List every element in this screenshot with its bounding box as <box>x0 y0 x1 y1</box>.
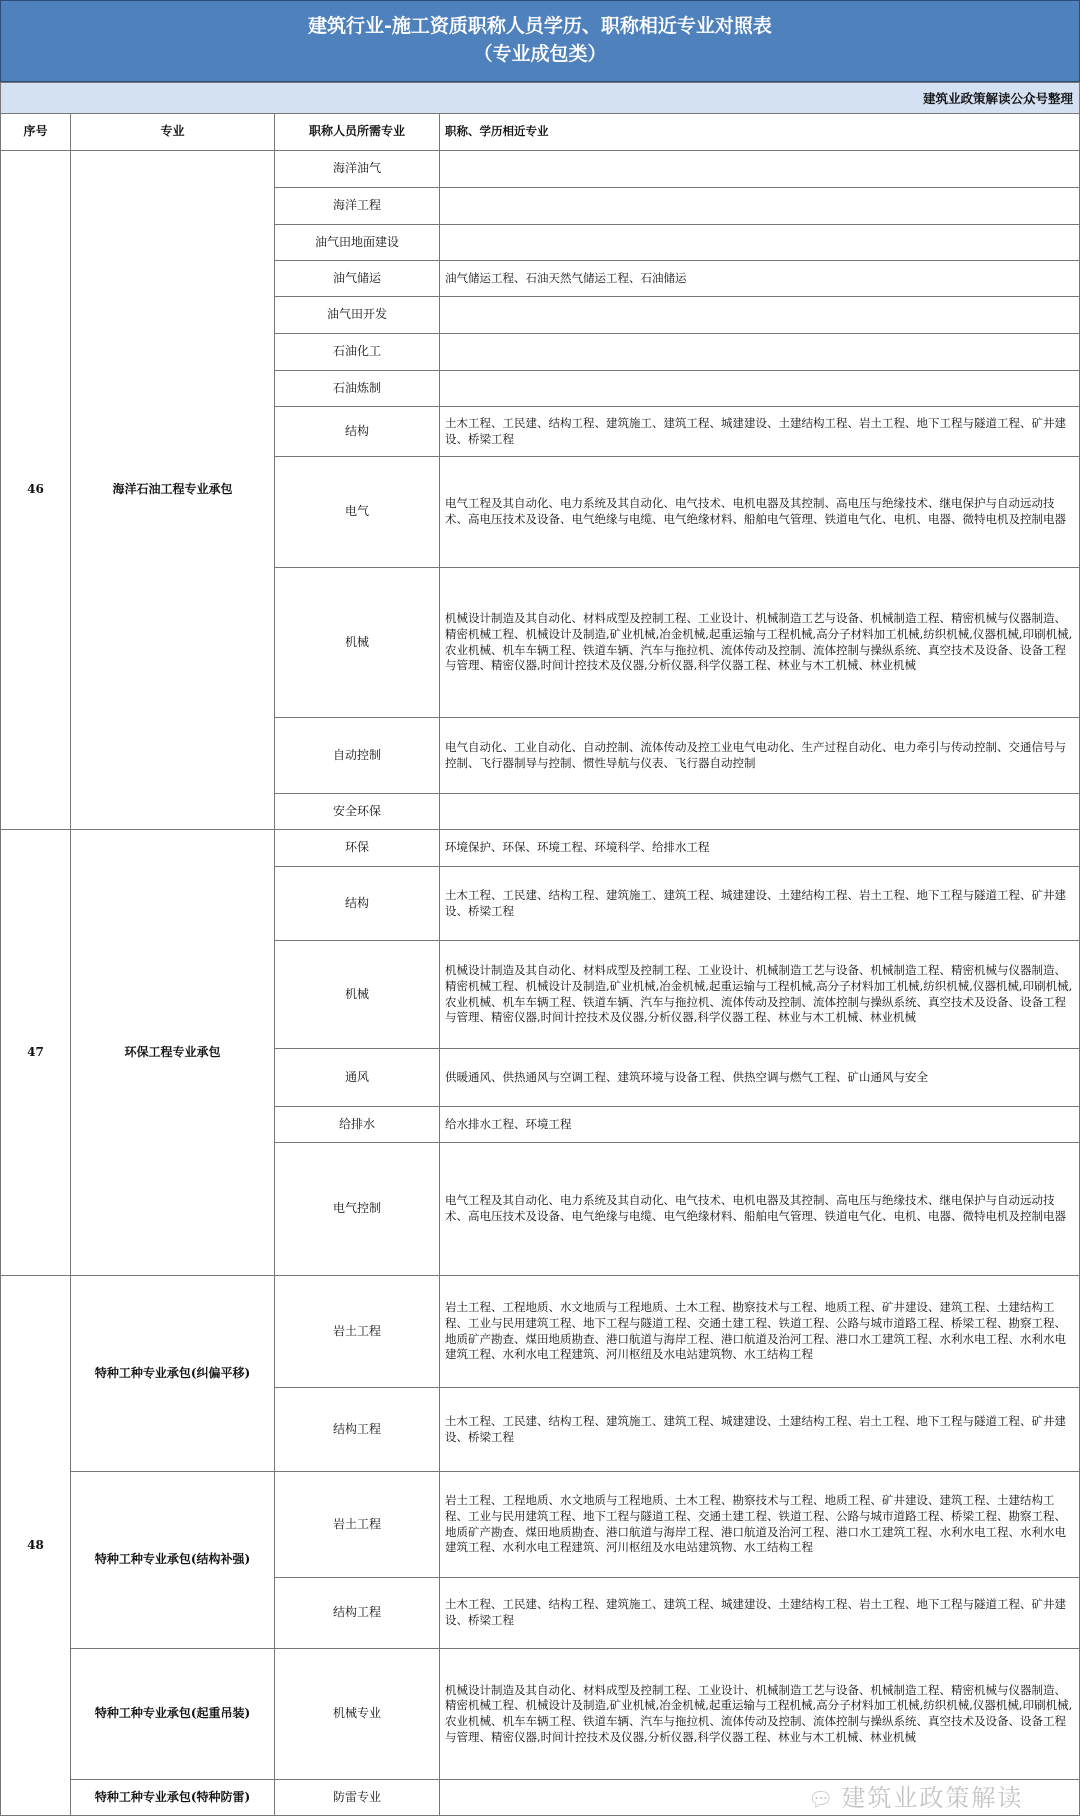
title-major-cell: 机械 <box>275 941 440 1049</box>
title-major-cell: 石油炼制 <box>275 371 440 407</box>
title-major-cell: 海洋工程 <box>275 188 440 225</box>
related-majors-cell <box>440 151 1080 188</box>
title-major-cell: 油气田地面建设 <box>275 225 440 261</box>
title-major-cell: 海洋油气 <box>275 151 440 188</box>
related-majors-cell: 岩土工程、工程地质、水文地质与工程地质、土木工程、勘察技术与工程、地质工程、矿井建设、建筑工程、土建结构工程、工业与民用建筑工程、地下工程与隧道工程、交通土建工程、铁道工程、公路与城市道路工程、桥梁工程、勘察工程、地质矿产勘查、煤田地质勘查、港口航道与海岸工程、港口航道及治河工程、港口水工建筑工程、水利水电工程、水利水电建筑工程、水利水电工程建筑、河川枢纽及水电站建筑物、水工结构工程 <box>440 1472 1080 1578</box>
related-majors-cell: 给水排水工程、环境工程 <box>440 1107 1080 1143</box>
title-major-cell: 岩土工程 <box>275 1472 440 1578</box>
related-majors-cell <box>440 188 1080 225</box>
title-major-cell: 机械 <box>275 568 440 718</box>
row-number: 46 <box>0 151 71 830</box>
credit-text: 建筑业政策解读公众号整理 <box>922 91 1073 106</box>
row-major: 环保工程专业承包 <box>71 830 275 1276</box>
related-majors-cell: 土木工程、工民建、结构工程、建筑施工、建筑工程、城建建设、土建结构工程、岩土工程、地下工程与隧道工程、矿井建设、桥梁工程 <box>440 867 1080 941</box>
table-title-banner <box>0 0 1080 82</box>
related-majors-cell: 机械设计制造及其自动化、材料成型及控制工程、工业设计、机械制造工艺与设备、机械制造工程、精密机械与仪器制造、精密机械工程、机械设计及制造,矿业机械,冶金机械,起重运输与工程机械,高分子材料加工机械,纺织机械,仪器机械,印刷机械,农业机械、机车车辆工程、铁道车辆、汽车与拖拉机、流体传动及控制、流体控制与操纵系统、真空技术及设备、设备工程与管理、精密仪器,时间计控技术及仪器,分析仪器,科学仪器工程、林业与木工机械、林业机械 <box>440 1649 1080 1780</box>
title-major-cell: 油气储运 <box>275 261 440 297</box>
related-majors-cell: 岩土工程、工程地质、水文地质与工程地质、土木工程、勘察技术与工程、地质工程、矿井建设、建筑工程、土建结构工程、工业与民用建筑工程、地下工程与隧道工程、交通土建工程、铁道工程、公路与城市道路工程、桥梁工程、勘察工程、地质矿产勘查、煤田地质勘查、港口航道与海岸工程、港口航道及治河工程、港口水工建筑工程、水利水电工程、水利水电建筑工程、水利水电工程建筑、河川枢纽及水电站建筑物、水工结构工程 <box>440 1276 1080 1388</box>
row-major: 特种工种专业承包(特种防雷) <box>71 1780 275 1816</box>
related-majors-cell <box>440 794 1080 830</box>
title-major-cell: 结构 <box>275 867 440 941</box>
title-major-cell: 电气控制 <box>275 1143 440 1276</box>
watermark <box>808 1778 1023 1813</box>
related-majors-cell <box>440 297 1080 334</box>
title-major-cell: 机械专业 <box>275 1649 440 1780</box>
title-major-cell: 自动控制 <box>275 718 440 794</box>
title-major-cell: 岩土工程 <box>275 1276 440 1388</box>
credit-bar <box>0 82 1080 114</box>
chat-bubble-icon: 💬︎ <box>808 1787 836 1811</box>
related-majors-cell: 机械设计制造及其自动化、材料成型及控制工程、工业设计、机械制造工艺与设备、机械制造工程、精密机械与仪器制造、精密机械工程、机械设计及制造,矿业机械,冶金机械,起重运输与工程机械,高分子材料加工机械,纺织机械,仪器机械,印刷机械,农业机械、机车车辆工程、铁道车辆、汽车与拖拉机、流体传动及控制、流体控制与操纵系统、真空技术及设备、设备工程与管理、精密仪器,时间计控技术及仪器,分析仪器,科学仪器工程、林业与木工机械、林业机械 <box>440 568 1080 718</box>
related-majors-cell: 机械设计制造及其自动化、材料成型及控制工程、工业设计、机械制造工艺与设备、机械制造工程、精密机械与仪器制造、精密机械工程、机械设计及制造,矿业机械,冶金机械,起重运输与工程机械,高分子材料加工机械,纺织机械,仪器机械,印刷机械,农业机械、机车车辆工程、铁道车辆、汽车与拖拉机、流体传动及控制、流体控制与操纵系统、真空技术及设备、设备工程与管理、精密仪器,时间计控技术及仪器,分析仪器,科学仪器工程、林业与木工机械、林业机械 <box>440 941 1080 1049</box>
title-major-cell: 结构工程 <box>275 1578 440 1649</box>
title-major-cell: 结构工程 <box>275 1388 440 1472</box>
column-header-related: 职称、学历相近专业 <box>440 113 1080 151</box>
related-majors-cell: 电气工程及其自动化、电力系统及其自动化、电气技术、电机电器及其控制、高电压与绝缘技术、继电保护与自动远动技术、高电压技术及设备、电气绝缘与电缆、电气绝缘材料、船舶电气管理、铁道电气化、电机、电器、微特电机及控制电器 <box>440 457 1080 568</box>
related-majors-cell: 电气自动化、工业自动化、自动控制、流体传动及控工业电气电动化、生产过程自动化、电力牵引与传动控制、交通信号与控制、飞行器制导与控制、惯性导航与仪表、飞行器自动控制 <box>440 718 1080 794</box>
comparison-table <box>0 113 1080 1816</box>
related-majors-cell: 油气储运工程、石油天然气储运工程、石油储运 <box>440 261 1080 297</box>
watermark-text: 建筑业政策解读 <box>841 1784 1024 1812</box>
related-majors-cell: 土木工程、工民建、结构工程、建筑施工、建筑工程、城建建设、土建结构工程、岩土工程、地下工程与隧道工程、矿井建设、桥梁工程 <box>440 407 1080 457</box>
title-major-cell: 通风 <box>275 1049 440 1107</box>
title-major-cell: 环保 <box>275 830 440 867</box>
column-header-title-major: 职称人员所需专业 <box>275 113 440 151</box>
row-major: 海洋石油工程专业承包 <box>71 151 275 830</box>
row-major: 特种工种专业承包(纠偏平移) <box>71 1276 275 1472</box>
table-subtitle: （专业成包类） <box>473 43 607 65</box>
row-major: 特种工种专业承包(起重吊装) <box>71 1649 275 1780</box>
related-majors-cell: 土木工程、工民建、结构工程、建筑施工、建筑工程、城建建设、土建结构工程、岩土工程、地下工程与隧道工程、矿井建设、桥梁工程 <box>440 1388 1080 1472</box>
table-title: 建筑行业-施工资质职称人员学历、职称相近专业对照表 <box>308 15 772 37</box>
row-number: 47 <box>0 830 71 1276</box>
related-majors-cell: 供暖通风、供热通风与空调工程、建筑环境与设备工程、供热空调与燃气工程、矿山通风与安全 <box>440 1049 1080 1107</box>
row-major: 特种工种专业承包(结构补强) <box>71 1472 275 1649</box>
related-majors-cell <box>440 371 1080 407</box>
related-majors-cell <box>440 225 1080 261</box>
title-major-cell: 油气田开发 <box>275 297 440 334</box>
related-majors-cell: 土木工程、工民建、结构工程、建筑施工、建筑工程、城建建设、土建结构工程、岩土工程、地下工程与隧道工程、矿井建设、桥梁工程 <box>440 1578 1080 1649</box>
title-major-cell: 给排水 <box>275 1107 440 1143</box>
related-majors-cell <box>440 334 1080 371</box>
title-major-cell: 安全环保 <box>275 794 440 830</box>
column-header-num: 序号 <box>0 113 71 151</box>
related-majors-cell: 电气工程及其自动化、电力系统及其自动化、电气技术、电机电器及其控制、高电压与绝缘技术、继电保护与自动远动技术、高电压技术及设备、电气绝缘与电缆、电气绝缘材料、船舶电气管理、铁道电气化、电机、电器、微特电机及控制电器 <box>440 1143 1080 1276</box>
title-major-cell: 电气 <box>275 457 440 568</box>
title-major-cell: 石油化工 <box>275 334 440 371</box>
column-header-major: 专业 <box>71 113 275 151</box>
related-majors-cell: 环境保护、环保、环境工程、环境科学、给排水工程 <box>440 830 1080 867</box>
title-major-cell: 结构 <box>275 407 440 457</box>
row-number: 48 <box>0 1276 71 1816</box>
title-major-cell: 防雷专业 <box>275 1780 440 1816</box>
